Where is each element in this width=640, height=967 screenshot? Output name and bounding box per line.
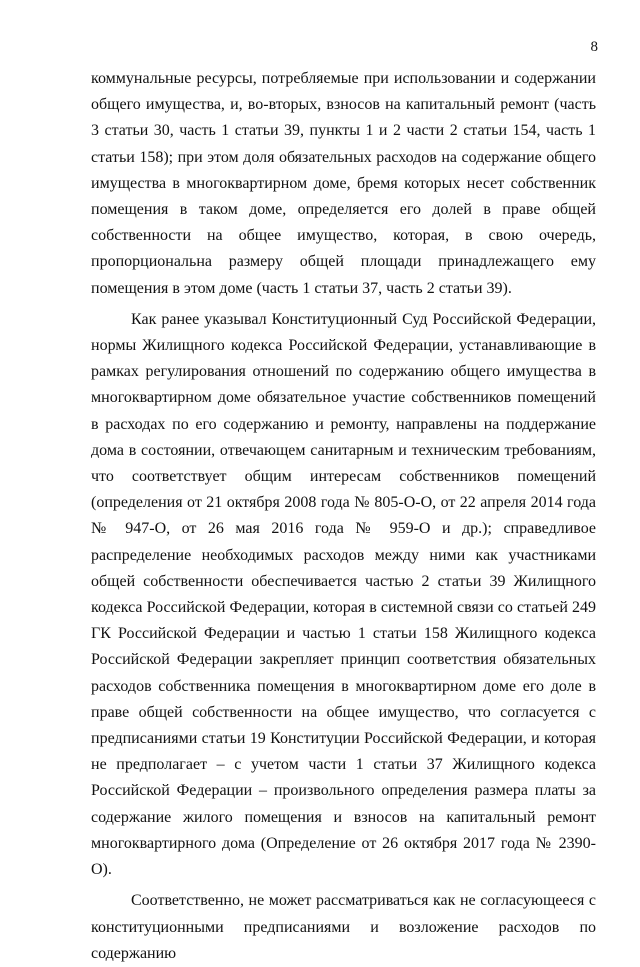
paragraph-accordingly: Соответственно, не может рассматриваться как не согласующееся с конституционными предписаниями и возложение расходов по содержанию xyxy=(91,892,596,962)
paragraph-continuation: коммунальные ресурсы, потребляемые при использовании и содержании общего имущества, и, во-вторых, взносов на капитальный ремонт (часть 3 статьи 30, часть 1 статьи 39, пункты 1 и 2 части 2 статьи 154, часть 1 статьи 158); при этом доля обязательных расходов на содержание общего имущества в многоквартирном доме, бремя которых несет собственник помещения в таком доме, определяется его долей в праве общей собственности на общее имущество, которая, в свою очередь, пропорциональна размеру общей площади принадлежащего ему помещения в этом доме (часть 1 статьи 37, часть 2 статьи 39). xyxy=(91,70,596,297)
paragraph-constitutional-court: Как ранее указывал Конституционный Суд Российской Федерации, нормы Жилищного кодекса Российской Федерации, устанавливающие в рамках регулирования отношений по содержанию общего имущества в многоквартирном доме обязательное участие собственников помещений в расходах по его содержанию и ремонту, направлены на поддержание дома в состоянии, отвечающем санитарным и техническим требованиям, что соответствует общим интересам собственников помещений (определения от 21 октября 2008 года № 805-О-О, от 22 апреля 2014 года № 947-О, от 26 мая 2016 года № 959-О и др.); справедливое распределение необходимых расходов между ними как участниками общей собственности обеспечивается частью 2 статьи 39 Жилищного кодекса Российской Федерации, которая в системной связи со статьей 249 ГК Российской Федерации и частью 1 статьи 158 Жилищного кодекса Российской Федерации закрепляет принцип соответствия обязательных расходов собственника помещения в многоквартирном доме его доле в праве общей собственности на общее имущество, что согласуется с предписаниями статьи 19 Конституции Российской Федерации, и которая не предполагает – с учетом части 1 статьи 37 Жилищного кодекса Российской Федерации – произвольного определения размера платы за содержание жилого помещения и взносов на капитальный ремонт многоквартирного дома (Определение от 26 октября 2017 года № 2390-О). xyxy=(91,310,596,879)
page-number: 8 xyxy=(590,39,598,55)
document-body xyxy=(91,66,596,967)
